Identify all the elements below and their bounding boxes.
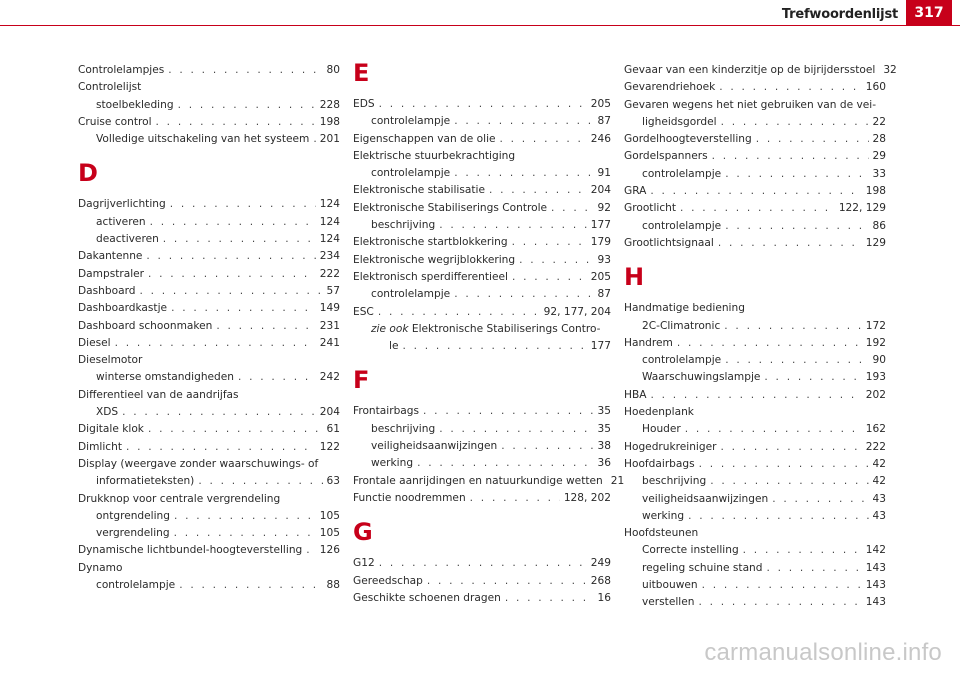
index-subentry: Houder . . . 162 bbox=[624, 421, 886, 438]
index-subentry: veiligheidsaanwijzingen . . . 43 bbox=[624, 491, 886, 508]
index-entry: Controlelampjes . . . 80 bbox=[78, 62, 340, 79]
index-subentry: Volledige uitschakeling van het systeem . . . 201 bbox=[78, 131, 340, 148]
index-subentry: beschrijving . . . 35 bbox=[353, 421, 611, 438]
page-header bbox=[0, 0, 960, 30]
index-entry: Geschikte schoenen dragen . . . 16 bbox=[353, 590, 611, 607]
index-subentry: verstellen . . . 143 bbox=[624, 594, 886, 611]
index-subentry: winterse omstandigheden . . . 242 bbox=[78, 369, 340, 386]
index-subentry: vergrendeling . . . 105 bbox=[78, 525, 340, 542]
index-subentry: veiligheidsaanwijzingen . . . 38 bbox=[353, 438, 611, 455]
index-subentry: informatieteksten) . . . 63 bbox=[78, 473, 340, 490]
section-title: Trefwoordenlijst bbox=[781, 7, 898, 22]
index-entry: Hogedrukreiniger . . . 222 bbox=[624, 439, 886, 456]
index-entry: Gevaar van een kinderzitje op de bijrijdersstoel 32 bbox=[624, 64, 897, 76]
index-entry: Display (weergave zonder waarschuwings- of bbox=[78, 457, 319, 470]
index-entry: Elektronisch sperdifferentieel . . . 205 bbox=[353, 269, 611, 286]
index-subentry: controlelampje . . . 91 bbox=[353, 165, 611, 182]
index-entry: Dashboard . . . 57 bbox=[78, 283, 340, 300]
index-column-1 bbox=[78, 62, 340, 594]
index-subentry: activeren . . . 124 bbox=[78, 214, 340, 231]
index-subentry: XDS . . . 204 bbox=[78, 404, 340, 421]
index-subentry: Waarschuwingslampje . . . 193 bbox=[624, 369, 886, 386]
index-entry: Dashboard schoonmaken . . . 231 bbox=[78, 318, 340, 335]
index-entry: Cruise control . . . 198 bbox=[78, 114, 340, 131]
index-entry: Dynamische lichtbundel-hoogteverstelling . . . 126 bbox=[78, 542, 340, 559]
index-entry: Eigenschappen van de olie . . . 246 bbox=[353, 131, 611, 148]
index-column-2 bbox=[353, 58, 625, 607]
index-entry: Dampstraler . . . 222 bbox=[78, 266, 340, 283]
page-number-badge: 317 bbox=[906, 0, 952, 25]
index-entry: Handmatige bediening bbox=[624, 302, 745, 315]
index-subentry: controlelampje . . . 87 bbox=[353, 286, 611, 303]
see-also-prefix: zie ook bbox=[371, 322, 409, 335]
index-column-3 bbox=[624, 62, 897, 612]
section-letter-e: E bbox=[353, 59, 370, 87]
index-entry: Gevarendriehoek . . . 160 bbox=[624, 79, 886, 96]
index-entry: G12 . . . 249 bbox=[353, 555, 611, 572]
index-subentry: controlelampje . . . 86 bbox=[624, 218, 886, 235]
index-entry: Elektrische stuurbekrachtiging bbox=[353, 149, 516, 162]
index-entry: Dimlicht . . . 122 bbox=[78, 439, 340, 456]
index-entry: Dagrijverlichting . . . 124 bbox=[78, 196, 340, 213]
index-subentry: beschrijving . . . 42 bbox=[624, 473, 886, 490]
index-subentry: beschrijving . . . 177 bbox=[353, 217, 611, 234]
index-subentry: controlelampje . . . 33 bbox=[624, 166, 886, 183]
index-entry: GRA . . . 198 bbox=[624, 183, 886, 200]
index-see-also bbox=[353, 321, 611, 338]
index-entry: Hoedenplank bbox=[624, 406, 694, 419]
index-entry: Hoofdsteunen bbox=[624, 527, 699, 540]
index-subentry: controlelampje . . . 90 bbox=[624, 352, 886, 369]
index-entry: Elektronische startblokkering . . . 179 bbox=[353, 234, 611, 251]
index-entry: Gevaren wegens het niet gebruiken van de vei- bbox=[624, 98, 877, 111]
index-entry: Digitale klok . . . 61 bbox=[78, 421, 340, 438]
index-subentry: controlelampje . . . 87 bbox=[353, 113, 611, 130]
watermark-text: carmanualsonline.info bbox=[704, 639, 942, 666]
index-entry: Hoofdairbags . . . 42 bbox=[624, 456, 886, 473]
index-subentry: controlelampje . . . 88 bbox=[78, 577, 340, 594]
index-subentry: regeling schuine stand . . . 143 bbox=[624, 560, 886, 577]
index-subentry: werking . . . 36 bbox=[353, 455, 611, 472]
index-subentry: ontgrendeling . . . 105 bbox=[78, 508, 340, 525]
section-letter-g: G bbox=[353, 518, 373, 547]
index-entry: Drukknop voor centrale vergrendeling bbox=[78, 492, 281, 505]
index-entry: Grootlicht . . . 122, 129 bbox=[624, 200, 886, 217]
index-subentry: uitbouwen . . . 143 bbox=[624, 577, 886, 594]
index-entry: Grootlichtsignaal . . . 129 bbox=[624, 235, 886, 252]
section-letter-h: H bbox=[624, 263, 645, 292]
index-subentry: Correcte instelling . . . 142 bbox=[624, 542, 886, 559]
index-entry: Differentieel van de aandrijfas bbox=[78, 388, 239, 401]
index-subentry: deactiveren . . . 124 bbox=[78, 231, 340, 248]
index-subentry: stoelbekleding . . . 228 bbox=[78, 97, 340, 114]
section-letter-d: D bbox=[78, 159, 98, 188]
index-entry: Dynamo bbox=[78, 561, 123, 574]
index-entry: EDS . . . 205 bbox=[353, 96, 611, 113]
section-letter-f: F bbox=[353, 366, 370, 395]
index-subentry: 2C-Climatronic . . . 172 bbox=[624, 318, 886, 335]
index-subentry: ligheidsgordel . . . 22 bbox=[624, 114, 886, 131]
index-entry: ESC . . . 92, 177, 204 bbox=[353, 304, 611, 321]
index-entry: Gordelhoogteverstelling . . . 28 bbox=[624, 131, 886, 148]
index-entry: HBA . . . 202 bbox=[624, 387, 886, 404]
index-entry: Diesel . . . 241 bbox=[78, 335, 340, 352]
index-entry: Dieselmotor bbox=[78, 354, 143, 367]
header-divider bbox=[0, 25, 960, 26]
index-entry: Controlelijst bbox=[78, 81, 142, 94]
index-entry: Elektronische stabilisatie . . . 204 bbox=[353, 182, 611, 199]
index-entry: Frontale aanrijdingen en natuurkundige wetten 21 bbox=[353, 474, 625, 487]
see-also-target: Elektronische Stabiliserings Contro- bbox=[411, 322, 601, 335]
index-entry: Frontairbags . . . 35 bbox=[353, 403, 611, 420]
index-entry: Gordelspanners . . . 29 bbox=[624, 148, 886, 165]
index-entry: Elektronische Stabiliserings Controle . . . 92 bbox=[353, 200, 611, 217]
index-entry: Dakantenne . . . 234 bbox=[78, 248, 340, 265]
index-entry: Elektronische wegrijblokkering . . . 93 bbox=[353, 252, 611, 269]
index-subentry: werking . . . 43 bbox=[624, 508, 886, 525]
index-entry: Handrem . . . 192 bbox=[624, 335, 886, 352]
index-entry: Dashboardkastje . . . 149 bbox=[78, 300, 340, 317]
index-entry: Functie noodremmen . . . 128, 202 bbox=[353, 490, 611, 507]
index-entry: Gereedschap . . . 268 bbox=[353, 573, 611, 590]
index-subentry: le . . . 177 bbox=[353, 338, 611, 355]
